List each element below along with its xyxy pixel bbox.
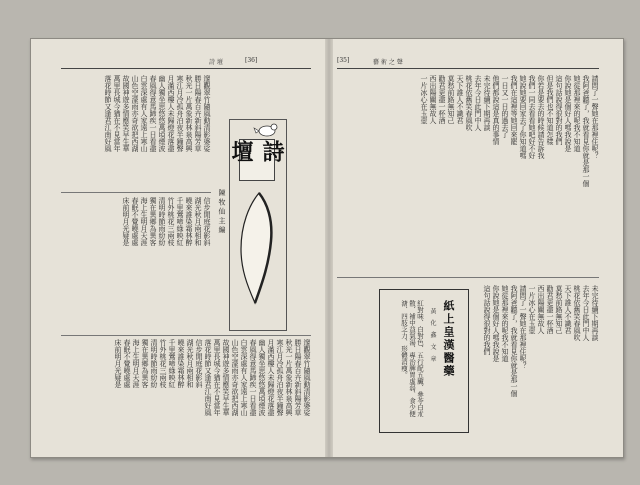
right-page-header-title: 藝 術 之 聲 — [373, 59, 403, 66]
text-line: 西出陽關無故人 — [429, 75, 437, 124]
left-page-header-title: 詩 壇 — [209, 59, 223, 66]
column-divider — [337, 277, 599, 278]
text-line: 萬里長城今猶在不見當年 — [113, 75, 121, 152]
right-page — [333, 39, 623, 457]
text-line: 這句話說得很對的我們 — [483, 285, 491, 355]
text-line: 桃花依舊笑春風吹 — [573, 285, 581, 341]
text-line: 桃花依舊笑春風吹 — [465, 75, 473, 131]
left-header-rule — [61, 68, 311, 69]
text-line: 你說她是個好人嗎我說是 — [492, 285, 500, 362]
text-line: 請問了一聲她在那裡住呢？ — [591, 75, 599, 159]
text-line: 她從那裡來的呢我不知道 — [573, 75, 581, 152]
text-line: 湖光秋月兩相和 — [186, 339, 194, 388]
text-line: 千里鶯啼綠映紅 — [168, 339, 176, 388]
text-line: 邃觀翠竹隨風動清影婆娑 — [203, 75, 211, 152]
text-line: 獨在異鄉為異客 — [149, 197, 157, 246]
text-line: 莫愁前路無知己 — [447, 75, 455, 124]
left-upper-text — [61, 75, 211, 187]
text-line: 這句話說得很對的我們 — [555, 75, 563, 145]
text-line: 一片冰心在玉壺 — [528, 285, 536, 334]
text-line: 勝日陽春百卉新斜陽芳草 — [294, 339, 302, 416]
text-line: 春風得意馬蹄疾一日看盡 — [249, 339, 257, 416]
text-line: 幽人獨坐思悠悠萬頃煙波 — [258, 339, 266, 416]
text-line: 幽人獨坐思悠悠萬頃煙波 — [158, 75, 166, 152]
left-lower-text — [61, 339, 311, 443]
text-line: 春眠不覺曉處處 — [123, 339, 131, 388]
text-line: 未完待續下期再談 — [483, 75, 491, 131]
text-line: 清明時節雨紛紛 — [158, 197, 166, 246]
text-line: 竹外桃花三兩枝 — [159, 339, 167, 388]
text-line: 我們一同去看看她吧好不好 — [528, 75, 536, 159]
text-line: 秋光一片萬象新林泉高興 — [285, 339, 293, 416]
text-line: 去年今日此門中人 — [474, 75, 482, 131]
poem-editor-line: 陳 牧 仙 主 編 — [218, 189, 226, 233]
text-line: 湖光秋月兩相和 — [194, 197, 202, 246]
text-line: 勝日陽春百卉新斜陽芳草 — [194, 75, 202, 152]
text-line: 我們在這裡等她回來罷 — [510, 75, 518, 145]
ad-author: 黃 化 鑫 文 章 — [429, 308, 436, 364]
text-line: 春風得意馬蹄疾一日看盡 — [149, 75, 157, 152]
text-line: 秋光一片萬象新林泉高興 — [185, 75, 193, 152]
text-line: 天下誰人不識君 — [456, 75, 464, 124]
text-line: 海上生明月天涯 — [140, 197, 148, 246]
island-map-illustration — [233, 189, 279, 309]
text-line: 她從那裡來的呢我不知道 — [501, 285, 509, 362]
text-line: 春眠不覺曉處處 — [131, 197, 139, 246]
text-line: 故國神遊多情應笑早生華 — [122, 75, 130, 152]
text-line: 白雲深處有人家遠上寒山 — [240, 339, 248, 416]
poem-section-title: 詩壇 — [239, 139, 275, 181]
right-upper-text — [337, 75, 599, 271]
column-divider — [61, 192, 211, 193]
ad-body: 紅對味、白對色、五行配五臟、參苓白朮散、補中益氣湯、專治脾胃虛弱、食少便溏、四肢乏力、形體消瘦。 — [400, 300, 424, 417]
text-line: 曉來誰染霜林醉 — [177, 339, 185, 388]
text-line: 勸君更盡一杯酒 — [546, 285, 554, 334]
text-line: 海上生明月天涯 — [132, 339, 140, 388]
text-line: 你說她是個好人嗎我說是 — [564, 75, 572, 152]
text-line: 月滿西樓人未歸燈花落盡 — [267, 339, 275, 416]
text-line: 但是我們也不知道怎樣 — [546, 75, 554, 145]
text-line: 邃觀翠竹隨風動清影婆娑 — [303, 339, 311, 416]
text-line: 落花時節又逢君江南好風 — [204, 339, 212, 416]
text-line: 未完待續下期再談 — [591, 285, 599, 341]
text-line: 山色空濛雨亦奇欲把西湖 — [231, 339, 239, 416]
text-line: 曉來誰染霜林醉 — [185, 197, 193, 246]
text-line: 月滿西樓人未歸燈花落盡 — [167, 75, 175, 152]
text-line: 天下誰人不識君 — [564, 285, 572, 334]
ad-title: 紙上皇漢醫藥 — [442, 300, 455, 378]
text-line: 床前明月光疑是 — [122, 197, 130, 246]
text-line: 西出陽關無故人 — [537, 285, 545, 334]
text-line: 竹外桃花三兩枝 — [167, 197, 175, 246]
text-line: 我阿爸聽了，我就看見你就是那一個 — [582, 75, 590, 187]
text-line: 她說她要回家去了你知道嗎 — [519, 75, 527, 159]
left-middle-text — [61, 197, 211, 289]
text-line: 去年今日此門中人 — [582, 285, 590, 341]
text-line: 山色空濛雨亦奇欲把西湖 — [131, 75, 139, 152]
text-line: 白雲深處有人家遠上寒山 — [140, 75, 148, 152]
right-page-number: [35] — [337, 57, 350, 64]
text-line: 莫愁前路無知己 — [555, 285, 563, 334]
text-line: 萬里長城今猶在不見當年 — [213, 339, 221, 416]
text-line: 一片冰心在玉壺 — [420, 75, 428, 124]
advertisement-box — [379, 289, 469, 433]
text-line: 清明時節雨紛紛 — [150, 339, 158, 388]
text-line: 我阿爸聽了，我就看見你就是那一個 — [510, 285, 518, 397]
text-line: 請問了一聲她在那裡住呢？ — [519, 285, 527, 369]
text-line: 信步閒庭花影斜 — [195, 339, 203, 388]
text-line: 勸君更盡一杯酒 — [438, 75, 446, 124]
text-line: 他們都說這是真的事情 — [492, 75, 500, 145]
left-page-number: [36] — [245, 57, 258, 64]
text-line: 一日又一日的過去了 — [501, 75, 509, 138]
bird-icon — [253, 121, 279, 139]
text-line: 床前明月光疑是 — [114, 339, 122, 388]
text-line: 你若是要去的時候請告訴我 — [537, 75, 545, 159]
left-page — [31, 39, 325, 457]
book-gutter — [325, 39, 333, 457]
text-line: 獨在異鄉為異客 — [141, 339, 149, 388]
right-header-rule — [337, 68, 599, 69]
right-lower-text — [473, 285, 599, 433]
column-divider — [61, 335, 311, 336]
text-line: 寒江月冷孤舟泊夜半鐘聲 — [176, 75, 184, 152]
text-line: 信步閒庭花影斜 — [203, 197, 211, 246]
text-line: 故國神遊多情應笑早生華 — [222, 339, 230, 416]
text-line: 落花時節又逢君江南好風 — [104, 75, 112, 152]
text-line: 千里鶯啼綠映紅 — [176, 197, 184, 246]
magazine-spread — [30, 38, 624, 458]
text-line: 寒江月冷孤舟泊夜半鐘聲 — [276, 339, 284, 416]
